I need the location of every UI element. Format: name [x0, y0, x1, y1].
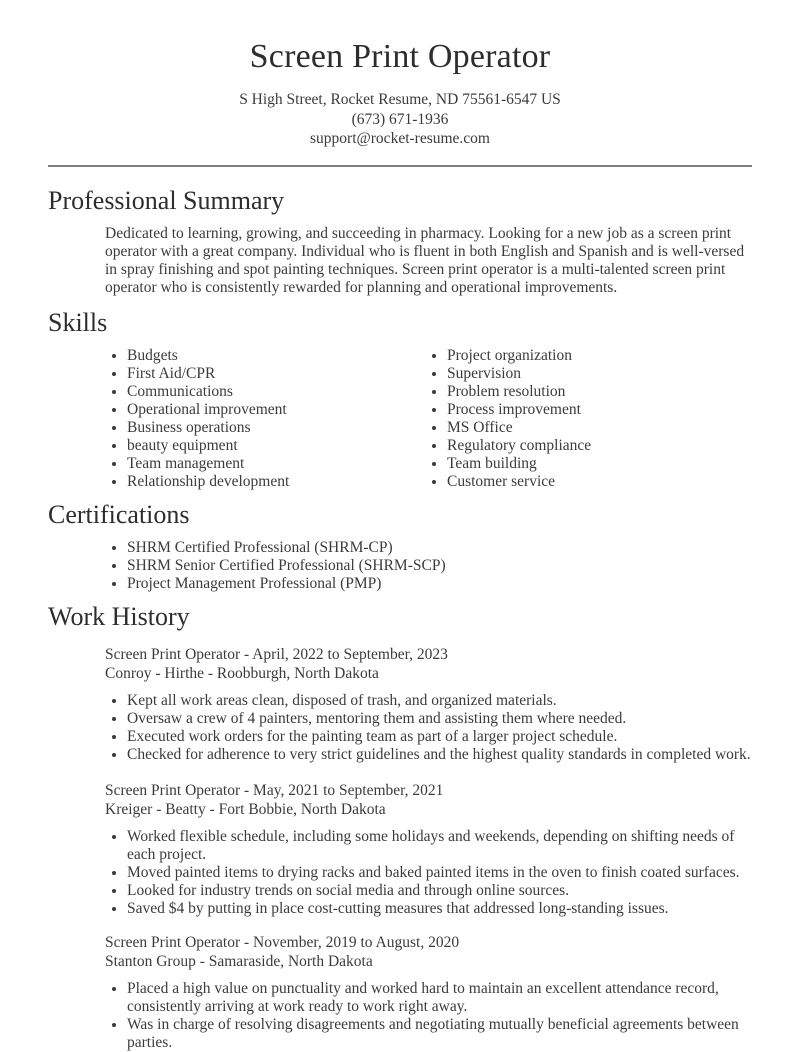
certification-item: • SHRM Senior Certified Professional (SHRM-SCP)	[127, 557, 752, 575]
job-bullet: • Moved painted items to drying racks and baked painted items in the oven to finish coated surfaces.	[127, 864, 752, 882]
skills-column-left	[105, 347, 425, 491]
work-history-heading: Work History	[48, 601, 190, 631]
job-bullet: • Saved $4 by putting in place cost-cutting measures that addressed long-standing issues.	[127, 900, 752, 918]
section-work-history	[48, 601, 752, 1052]
certification-item: • SHRM Certified Professional (SHRM-CP)	[127, 539, 752, 557]
certifications-list	[105, 539, 752, 593]
job-bullet: • Was in charge of resolving disagreements and negotiating mutually beneficial agreements between parties.	[127, 1016, 752, 1052]
job-company: Kreiger - Beatty - Fort Bobbie, North Dakota	[105, 800, 386, 818]
skill-item: • Relationship development	[127, 473, 425, 491]
skill-item: • Communications	[127, 383, 425, 401]
resume-title: Screen Print Operator	[249, 38, 551, 75]
job-bullet: • Looked for industry trends on social media and through online sources.	[127, 882, 752, 900]
contact-email: support@rocket-resume.com	[310, 130, 490, 147]
certification-item: • Project Management Professional (PMP)	[127, 575, 752, 593]
professional-summary-text: Dedicated to learning, growing, and succeeding in pharmacy. Looking for a new job as a screen print operator with a great company. Individual who is fluent in both English and Spanish and is well-versed in spray finishing and spot painting techniques. Screen print operator is a multi-talented screen print operator who is consistently rewarded for planning and operational improvements.	[105, 224, 745, 296]
skill-item: • Regulatory compliance	[447, 437, 752, 455]
contact-phone: (673) 671-1936	[351, 110, 449, 128]
job-bullet-list	[105, 828, 752, 918]
section-professional-summary	[48, 185, 752, 297]
job-bullet-list	[105, 980, 752, 1052]
contact-address: S High Street, Rocket Resume, ND 75561-6547 US	[239, 91, 561, 108]
skill-item: • beauty equipment	[127, 437, 425, 455]
header-divider	[48, 165, 752, 167]
skill-item: • Operational improvement	[127, 401, 425, 419]
job-title: Screen Print Operator - April, 2022 to September, 2023	[105, 645, 448, 663]
job-bullet: • Executed work orders for the painting team as part of a larger project schedule.	[127, 728, 752, 746]
skills-heading: Skills	[48, 307, 108, 337]
certifications-heading: Certifications	[48, 499, 190, 529]
job-entry-1	[105, 645, 752, 764]
skill-item: • First Aid/CPR	[127, 365, 425, 383]
job-entry-2	[105, 781, 752, 918]
job-title: Screen Print Operator - May, 2021 to September, 2021	[105, 781, 444, 799]
skill-item: • Problem resolution	[447, 383, 752, 401]
professional-summary-heading: Professional Summary	[48, 185, 285, 215]
skill-item: • MS Office	[447, 419, 752, 437]
job-bullet: • Oversaw a crew of 4 painters, mentoring them and assisting them where needed.	[127, 710, 752, 728]
skill-item: • Customer service	[447, 473, 752, 491]
job-bullet: • Placed a high value on punctuality and worked hard to maintain an excellent attendance record, consistently arriving at work ready to work right away.	[127, 980, 752, 1016]
skill-item: • Business operations	[127, 419, 425, 437]
skill-item: • Budgets	[127, 347, 425, 365]
job-title: Screen Print Operator - November, 2019 to August, 2020	[105, 933, 460, 951]
skill-item: • Project organization	[447, 347, 752, 365]
job-company: Stanton Group - Samaraside, North Dakota	[105, 952, 373, 970]
job-bullet: • Kept all work areas clean, disposed of trash, and organized materials.	[127, 692, 752, 710]
skill-item: • Supervision	[447, 365, 752, 383]
section-skills	[48, 307, 752, 491]
skill-item: • Team management	[127, 455, 425, 473]
job-company: Conroy - Hirthe - Roobburgh, North Dakota	[105, 664, 379, 682]
contact-info	[48, 90, 752, 149]
skill-item: • Team building	[447, 455, 752, 473]
section-certifications	[48, 499, 752, 593]
skill-item: • Process improvement	[447, 401, 752, 419]
job-entry-3	[105, 933, 752, 1052]
job-bullet: • Checked for adherence to very strict guidelines and the highest quality standards in completed work.	[127, 746, 752, 764]
skills-columns	[105, 347, 752, 491]
job-bullet-list	[105, 692, 752, 764]
resume-header	[48, 36, 752, 149]
skills-column-right	[425, 347, 752, 491]
job-bullet: • Worked flexible schedule, including some holidays and weekends, depending on shifting needs of each project.	[127, 828, 752, 864]
